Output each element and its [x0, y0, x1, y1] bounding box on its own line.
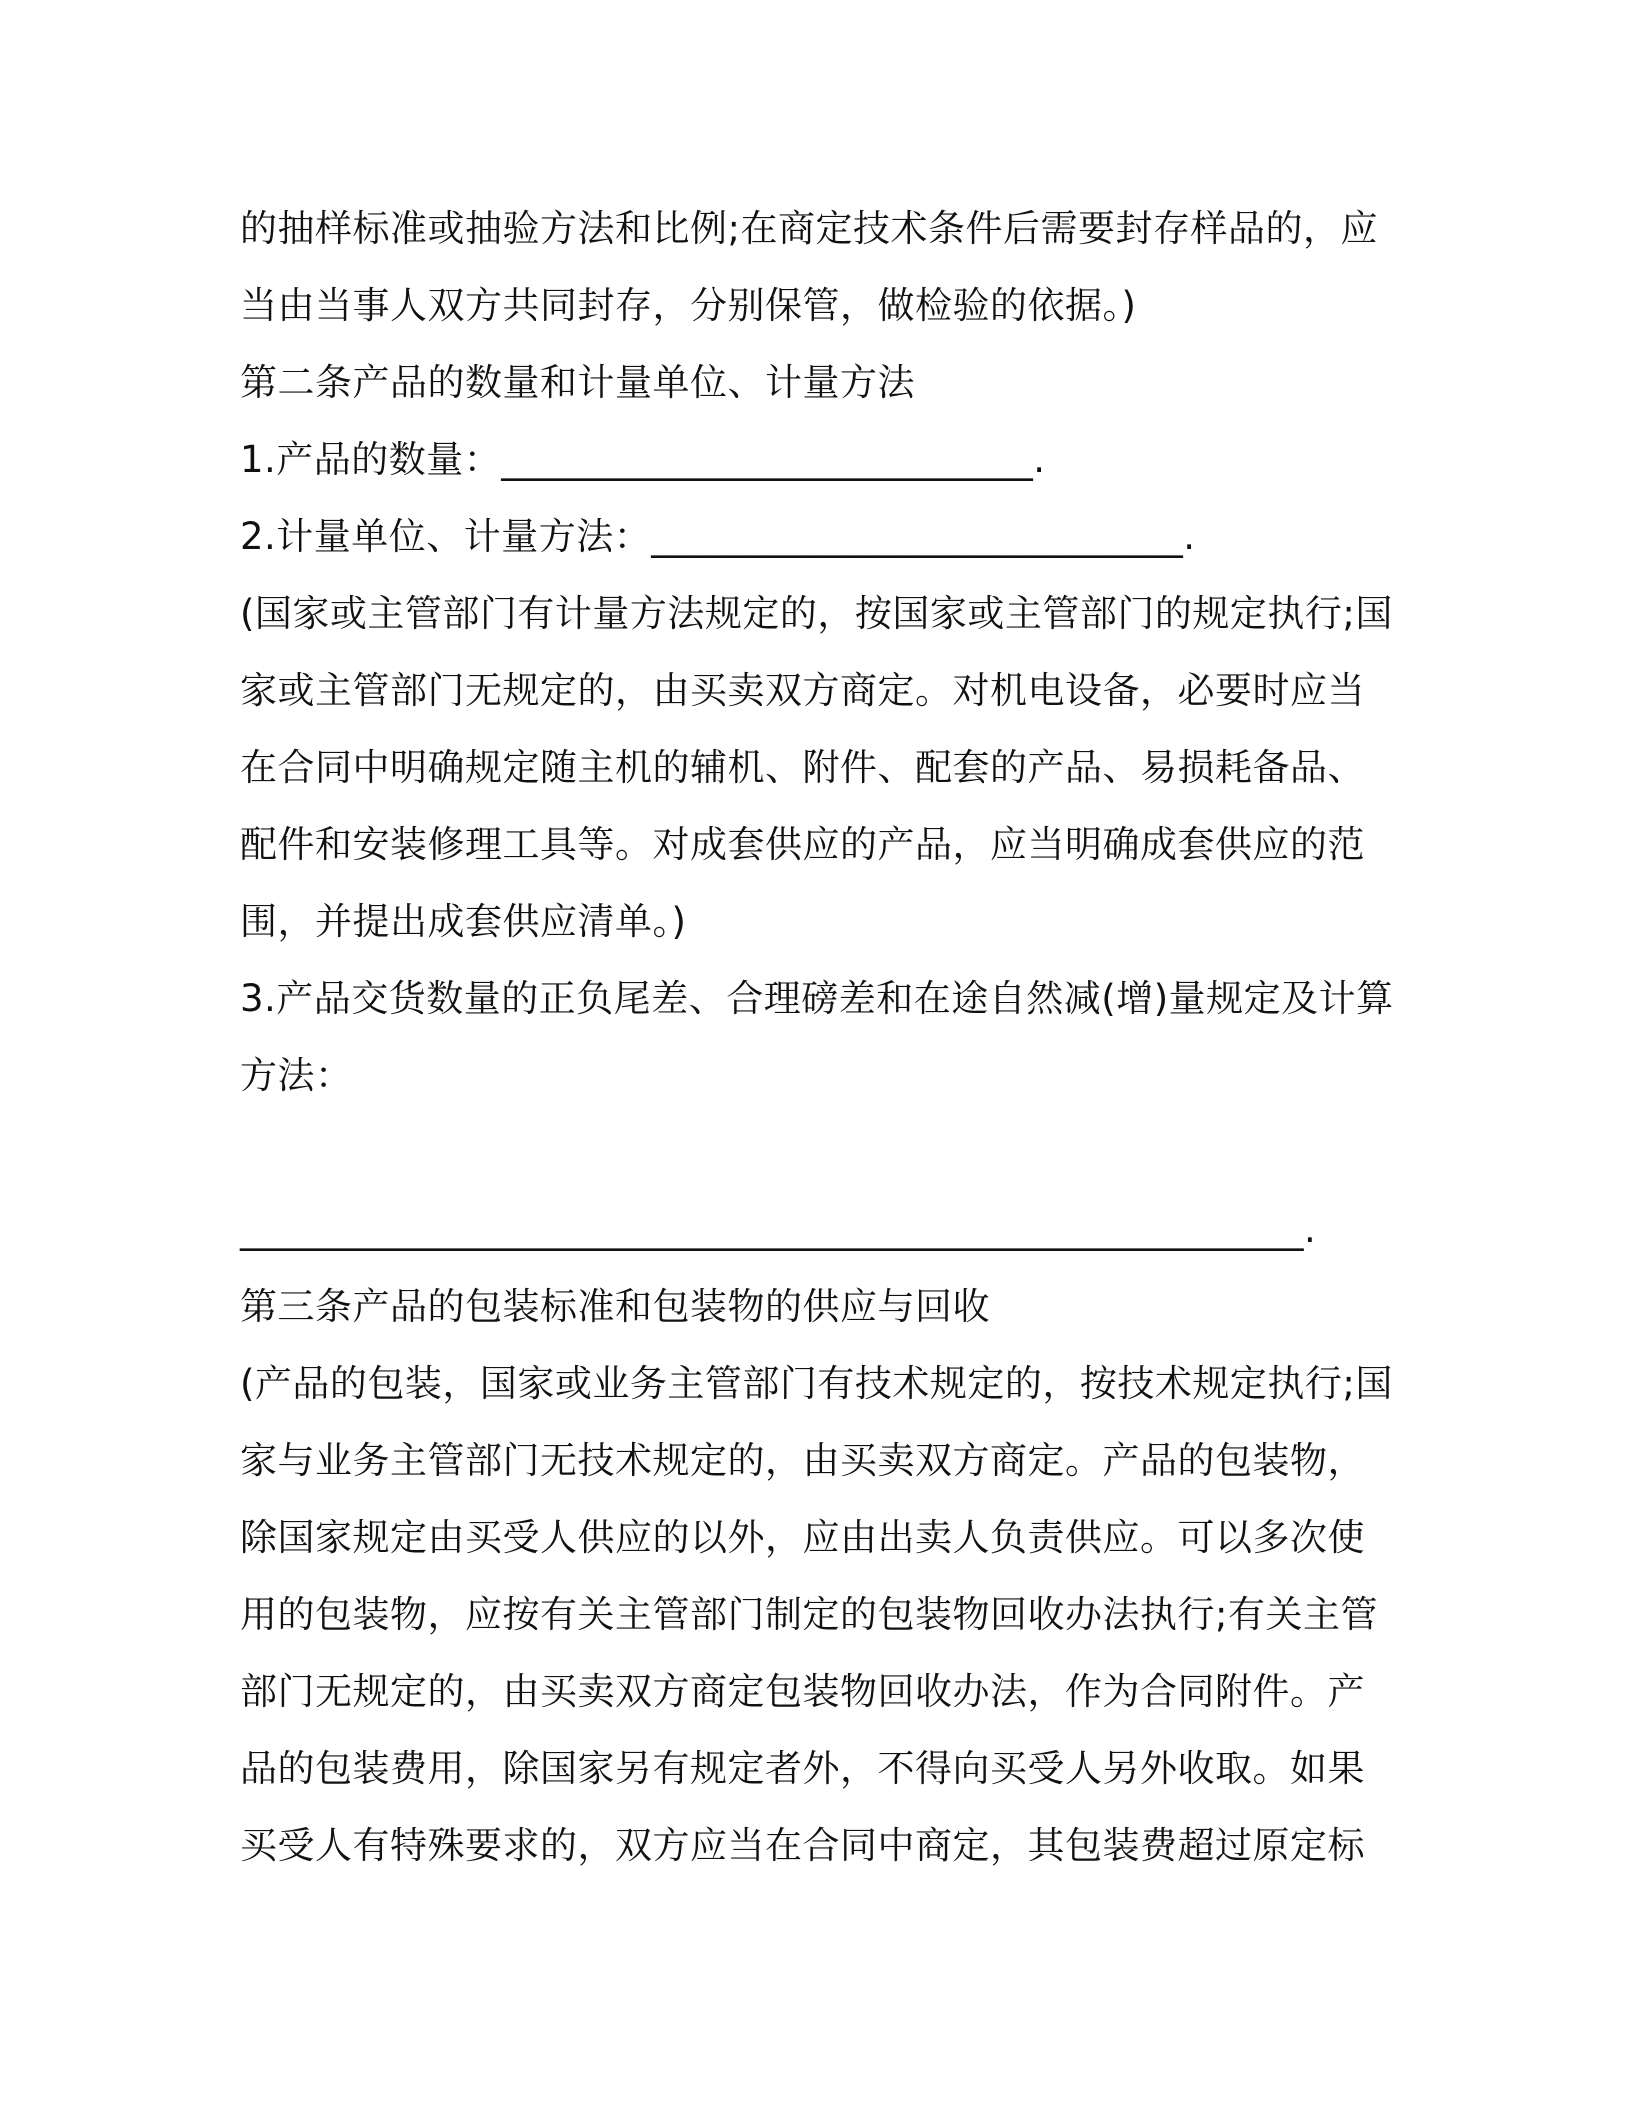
article-2-heading: 第二条产品的数量和计量单位、计量方法 [240, 361, 915, 404]
measurement-unit-field: 2.计量单位、计量方法：____________________________. [240, 515, 1196, 558]
text-line-17: 除国家规定由买受人供应的以外，应由出卖人负责供应。可以多次使 [240, 1516, 1365, 1559]
text-line-20: 品的包装费用，除国家另有规定者外，不得向买受人另外收取。如果 [240, 1747, 1365, 1790]
text-line-8: 在合同中明确规定随主机的辅机、附件、配套的产品、易损耗备品、 [240, 746, 1365, 789]
article-3-heading: 第三条产品的包装标准和包装物的供应与回收 [240, 1285, 990, 1328]
calculation-method-field: ________________________________________________________. [240, 1208, 1317, 1251]
text-line-21: 买受人有特殊要求的，双方应当在合同中商定，其包装费超过原定标 [240, 1824, 1365, 1867]
blank-spacer [240, 1114, 1390, 1191]
text-line-15: (产品的包装，国家或业务主管部门有技术规定的，按技术规定执行;国 [240, 1362, 1393, 1405]
text-line-7: 家或主管部门无规定的，由买卖双方商定。对机电设备，必要时应当 [240, 669, 1365, 712]
text-line-19: 部门无规定的，由买卖双方商定包装物回收办法，作为合同附件。产 [240, 1670, 1365, 1713]
text-line-2: 当由当事人双方共同封存，分别保管，做检验的依据。) [240, 284, 1137, 327]
text-line-11: 3.产品交货数量的正负尾差、合理磅差和在途自然减(增)量规定及计算 [240, 977, 1394, 1020]
text-line-16: 家与业务主管部门无技术规定的，由买卖双方商定。产品的包装物， [240, 1439, 1365, 1482]
text-line-12: 方法： [240, 1054, 353, 1097]
product-quantity-field: 1.产品的数量：____________________________. [240, 438, 1046, 481]
text-line-9: 配件和安装修理工具等。对成套供应的产品，应当明确成套供应的范 [240, 823, 1365, 866]
text-line-10: 围，并提出成套供应清单。) [240, 900, 687, 943]
text-line-6: (国家或主管部门有计量方法规定的，按国家或主管部门的规定执行;国 [240, 592, 1393, 635]
text-line-1: 的抽样标准或抽验方法和比例;在商定技术条件后需要封存样品的，应 [240, 207, 1378, 250]
text-line-18: 用的包装物，应按有关主管部门制定的包装物回收办法执行;有关主管 [240, 1593, 1378, 1636]
document-body [240, 190, 1394, 1884]
